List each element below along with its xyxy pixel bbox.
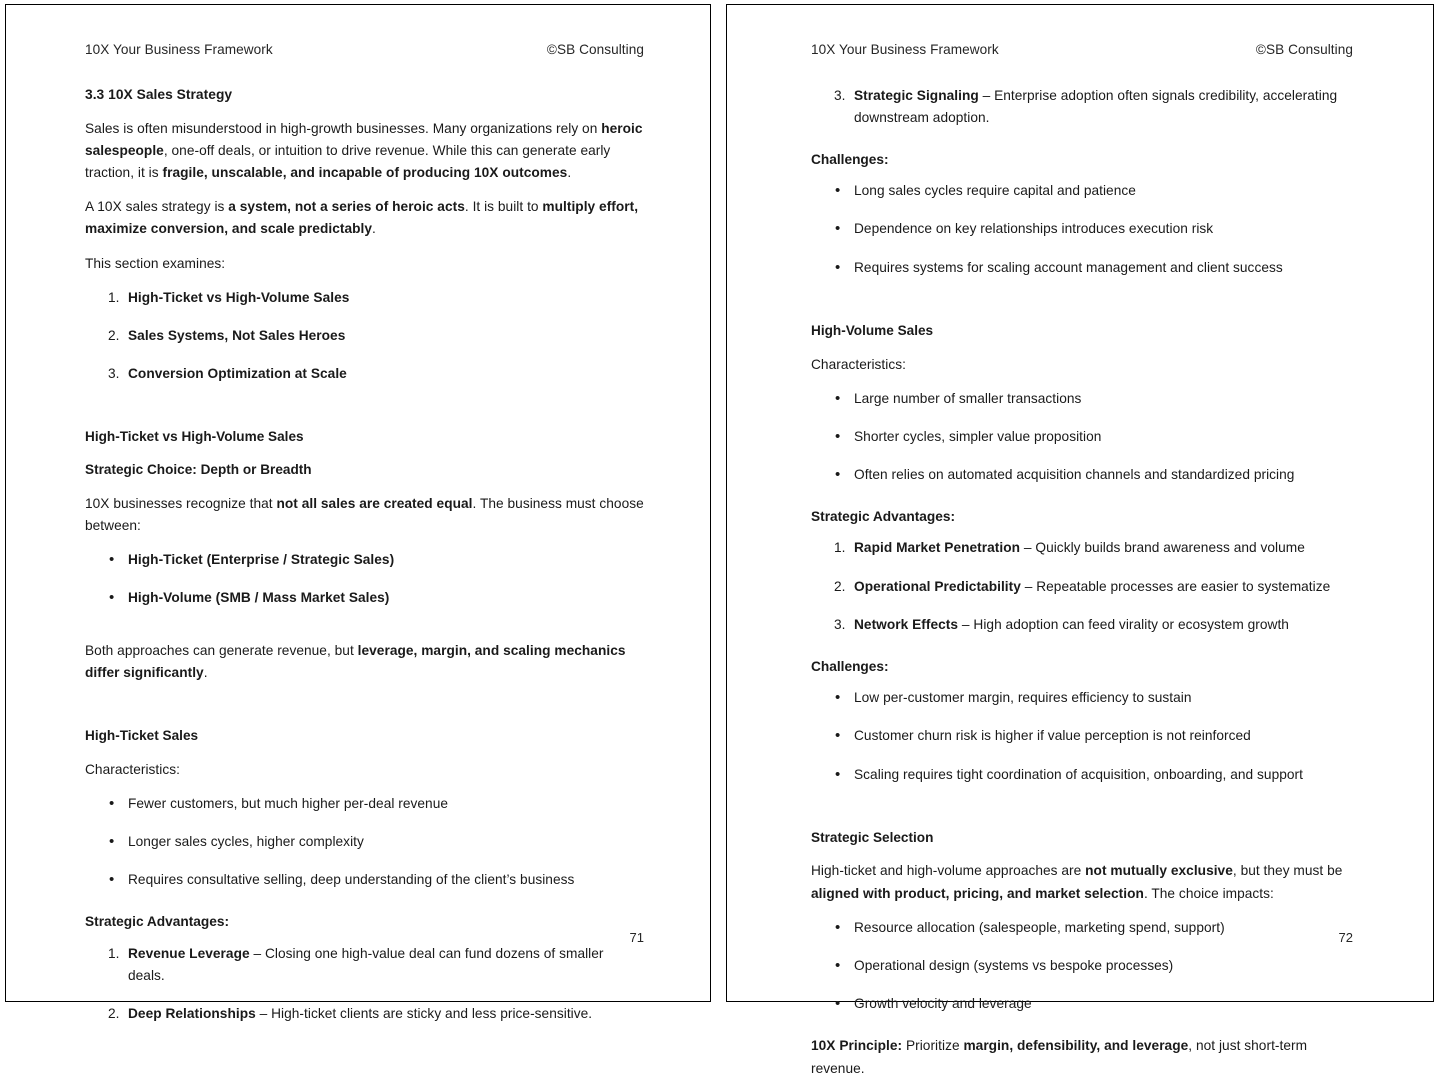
list-item (811, 917, 1353, 939)
list-item (85, 325, 644, 347)
list-marker: 3. (834, 616, 846, 632)
list-item (811, 614, 1353, 636)
list-item-text: – Closing one high-value deal can fund dozens of smaller deals. (128, 945, 604, 983)
list-item-label: Requires systems for scaling account management and client success (854, 259, 1283, 275)
bullet-icon: • (835, 765, 841, 783)
list-item (85, 1003, 644, 1025)
list-item (85, 793, 644, 815)
list-item-label: Conversion Optimization at Scale (128, 366, 347, 382)
running-header-copyright: ©SB Consulting (546, 42, 644, 57)
list-item (811, 687, 1353, 709)
spacer (811, 498, 1353, 506)
list-marker: 2. (108, 1005, 120, 1021)
spacer (85, 903, 644, 911)
running-header (85, 41, 644, 59)
list-item-label: High-Ticket (Enterprise / Strategic Sales) (128, 552, 395, 568)
subheading-strategic-selection: Strategic Selection (811, 829, 934, 845)
list-item (811, 993, 1353, 1015)
list-item (811, 218, 1353, 240)
list-item (85, 587, 644, 609)
list-item-text: – High-ticket clients are sticky and less price-sensitive. (255, 1005, 593, 1021)
subheading-strategic-choice: Strategic Choice: Depth or Breadth (85, 462, 312, 478)
page-71-content (6, 5, 710, 1021)
list-item (811, 388, 1353, 410)
principle-bold: margin, defensibility, and leverage (963, 1038, 1189, 1054)
principle-before: Prioritize (902, 1038, 964, 1054)
paragraph-characteristics-lead: Characteristics: (811, 356, 906, 372)
list-item (811, 257, 1353, 279)
paragraph-intro-1: Sales is often misunderstood in high-growth businesses. Many organizations rely on heroic salespeople, one-off deals, or intuition to drive revenue. While this can generate early traction, it is fragile, unscalable, and incapable of producing 10X outcomes. (85, 120, 643, 181)
spacer (811, 141, 1353, 149)
list-item-label: Fewer customers, but much higher per-deal revenue (128, 795, 449, 811)
bullet-icon: • (835, 182, 841, 200)
list-item (811, 764, 1353, 786)
list-item-text: – Enterprise adoption often signals credibility, accelerating downstream adoption. (854, 87, 1338, 125)
spacer (85, 622, 644, 640)
bullet-icon: • (109, 551, 115, 569)
list-item-term: Rapid Market Penetration (854, 540, 1021, 556)
list-item-term: Network Effects (854, 616, 959, 632)
page-number: 72 (1338, 930, 1353, 945)
list-marker: 3. (834, 87, 846, 103)
spacer (811, 798, 1353, 828)
bullet-icon: • (109, 589, 115, 607)
high-volume-characteristics (811, 388, 1353, 487)
high-ticket-advantages-continued (811, 85, 1353, 129)
high-volume-advantages (811, 537, 1353, 636)
spacer (85, 696, 644, 726)
list-item-label: Resource allocation (salespeople, marketing spend, support) (854, 919, 1225, 935)
list-item-label: High-Volume (SMB / Mass Market Sales) (128, 590, 390, 606)
bullet-icon: • (835, 957, 841, 975)
lead-in-strategic-advantages: Strategic Advantages: (85, 914, 230, 930)
list-marker: 2. (108, 327, 120, 343)
list-item-label: Longer sales cycles, higher complexity (128, 833, 364, 849)
list-item-label: Dependence on key relationships introduces execution risk (854, 221, 1214, 237)
list-item (811, 180, 1353, 202)
high-ticket-advantages (85, 943, 644, 1026)
list-marker: 3. (108, 366, 120, 382)
list-item-text: – Quickly builds brand awareness and volume (1020, 540, 1305, 556)
list-item (85, 831, 644, 853)
page-72-content (727, 5, 1433, 1076)
list-marker: 2. (834, 578, 846, 594)
list-item (811, 725, 1353, 747)
bullet-icon: • (835, 727, 841, 745)
list-marker: 1. (108, 289, 120, 305)
list-item (811, 426, 1353, 448)
list-item-term: Operational Predictability (854, 578, 1021, 594)
list-item (811, 85, 1353, 129)
list-item-label: Sales Systems, Not Sales Heroes (128, 327, 346, 343)
paragraph-both-approaches: Both approaches can generate revenue, but leverage, margin, and scaling mechanics differ significantly. (85, 642, 626, 680)
list-item-term: Revenue Leverage (128, 945, 250, 961)
lead-in-challenges-high-ticket: Challenges: (811, 152, 889, 168)
list-item (811, 464, 1353, 486)
selection-bullets (811, 917, 1353, 1016)
list-item-term: Deep Relationships (128, 1005, 256, 1021)
list-item-label: Requires consultative selling, deep understanding of the client’s business (128, 872, 575, 888)
list-item-label: Operational design (systems vs bespoke processes) (854, 958, 1174, 974)
bullet-icon: • (835, 689, 841, 707)
paragraph-characteristics-lead: Characteristics: (85, 761, 180, 777)
list-item (85, 287, 644, 309)
running-header (811, 41, 1353, 59)
bullet-icon: • (835, 427, 841, 445)
bullet-icon: • (835, 995, 841, 1013)
list-marker: 1. (108, 945, 120, 961)
bullet-icon: • (109, 871, 115, 889)
list-item-label: Long sales cycles require capital and patience (854, 183, 1136, 199)
page-72 (726, 4, 1434, 1076)
bullet-icon: • (109, 794, 115, 812)
spacer (811, 291, 1353, 321)
list-item-term: Strategic Signaling (854, 87, 979, 103)
spacer (811, 1027, 1353, 1035)
page-number: 71 (629, 930, 644, 945)
subheading-high-volume-sales: High-Volume Sales (811, 322, 934, 338)
bullet-icon: • (835, 918, 841, 936)
principle-label: 10X Principle: (811, 1038, 903, 1054)
paragraph-intro-2: A 10X sales strategy is a system, not a series of heroic acts. It is built to multiply effort, maximize conversion, and scale predictably. (85, 199, 639, 237)
list-item (811, 537, 1353, 559)
list-item-text: – Repeatable processes are easier to systematize (1020, 578, 1331, 594)
list-item-label: Growth velocity and leverage (854, 996, 1032, 1012)
list-item-label: Low per-customer margin, requires efficiency to sustain (854, 690, 1192, 706)
list-item-label: Large number of smaller transactions (854, 390, 1082, 406)
high-volume-challenges (811, 687, 1353, 786)
list-item-label: Scaling requires tight coordination of acquisition, onboarding, and support (854, 766, 1303, 782)
list-item-label: Often relies on automated acquisition channels and standardized pricing (854, 467, 1295, 483)
subheading-high-ticket-sales: High-Ticket Sales (85, 727, 199, 743)
list-item (85, 363, 644, 385)
list-marker: 1. (834, 540, 846, 556)
spacer (811, 648, 1353, 656)
high-ticket-characteristics (85, 793, 644, 892)
bullet-icon: • (109, 832, 115, 850)
list-item (85, 943, 644, 987)
list-item-label: Customer churn risk is higher if value perception is not reinforced (854, 728, 1251, 744)
list-item (85, 869, 644, 891)
list-item-label: Shorter cycles, simpler value proposition (854, 428, 1102, 444)
list-item-label: High-Ticket vs High-Volume Sales (128, 289, 350, 305)
lead-in-challenges-high-volume: Challenges: (811, 659, 889, 674)
paragraph-strategic-selection: High-ticket and high-volume approaches are not mutually exclusive, but they must be aligned with product, pricing, and market selection. The choice impacts: (811, 863, 1343, 901)
paragraph-examines-lead: This section examines: (85, 255, 226, 271)
bullet-icon: • (835, 389, 841, 407)
paragraph-recognize: 10X businesses recognize that not all sales are created equal. The business must choose between: (85, 495, 644, 533)
page-71 (5, 4, 711, 1021)
running-header-title: 10X Your Business Framework (85, 42, 273, 57)
bullet-icon: • (835, 220, 841, 238)
running-header-title: 10X Your Business Framework (811, 42, 999, 57)
choice-bullets (85, 549, 644, 609)
high-ticket-challenges (811, 180, 1353, 279)
lead-in-strategic-advantages: Strategic Advantages: (811, 509, 956, 525)
bullet-icon: • (835, 258, 841, 276)
spacer (85, 397, 644, 427)
section-heading: 3.3 10X Sales Strategy (85, 86, 233, 102)
paragraph-10x-principle (811, 1035, 1353, 1079)
bullet-icon: • (835, 466, 841, 484)
running-header-copyright: ©SB Consulting (1255, 42, 1353, 57)
list-item-text: – High adoption can feed virality or ecosystem growth (958, 616, 1289, 632)
list-item (811, 576, 1353, 598)
subheading-high-ticket-vs-high-volume: High-Ticket vs High-Volume Sales (85, 429, 304, 445)
list-item (811, 955, 1353, 977)
principle-after: , not just short-term revenue. (811, 1038, 1308, 1076)
list-item (85, 549, 644, 571)
examines-list (85, 287, 644, 386)
